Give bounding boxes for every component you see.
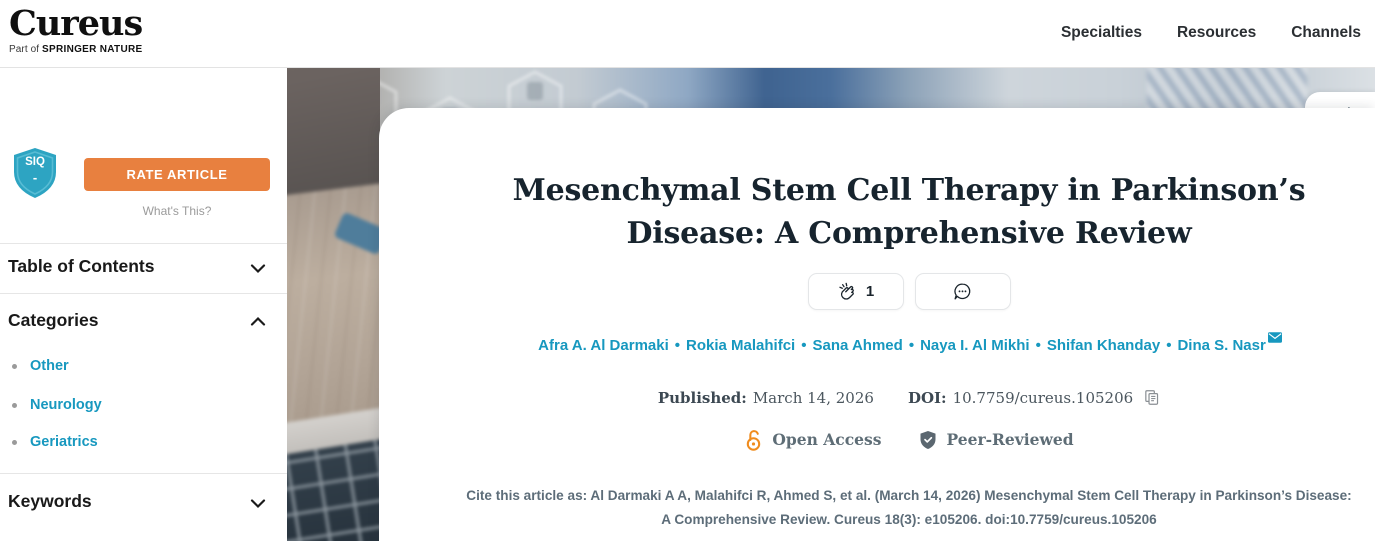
nav-item-specialties[interactable]: Specialties <box>1060 24 1142 41</box>
doi-group <box>908 389 1160 407</box>
sidebar <box>0 68 287 541</box>
open-access-badge <box>744 428 881 452</box>
doi-label: DOI: <box>907 388 947 407</box>
category-label: Geriatrics <box>30 434 98 450</box>
whats-this-link[interactable]: What's This? <box>142 204 212 218</box>
copy-doi-icon[interactable] <box>1143 389 1160 406</box>
main-nav <box>1061 24 1361 42</box>
siq-badge[interactable] <box>11 146 59 200</box>
nav-item-channels[interactable]: Channels <box>1291 24 1361 41</box>
categories-toggle[interactable] <box>8 310 273 336</box>
clap-icon <box>837 281 858 302</box>
corresponding-author-email-icon[interactable] <box>1268 330 1282 347</box>
published-label: Published: <box>657 388 747 407</box>
article-actions <box>463 273 1355 310</box>
author-separator: • <box>908 336 915 354</box>
clap-count: 1 <box>865 282 875 300</box>
peer-reviewed-shield-icon <box>919 430 937 450</box>
sidebar-divider <box>0 243 287 244</box>
logo-tagline-brand: SPRINGER NATURE <box>42 43 143 55</box>
authors-row <box>463 337 1355 354</box>
chevron-up-icon <box>249 313 267 331</box>
siq-badge-score: - <box>32 170 38 185</box>
author-separator: • <box>801 336 807 354</box>
categories-label: Categories <box>8 310 99 330</box>
sidebar-divider <box>0 473 287 474</box>
doi-value: 10.7759/cureus.105206 <box>952 388 1134 407</box>
keywords-toggle[interactable] <box>8 491 273 517</box>
peer-reviewed-badge <box>919 430 1073 450</box>
article-badges-row <box>463 428 1355 452</box>
keywords-label: Keywords <box>8 491 92 511</box>
category-link-other[interactable] <box>12 358 69 374</box>
author-link[interactable]: Shifan Khanday <box>1046 336 1161 354</box>
desk-photo-layers <box>287 68 380 541</box>
rate-article-button[interactable]: RATE ARTICLE <box>84 158 270 191</box>
published-group <box>658 389 874 407</box>
open-access-icon <box>744 428 763 452</box>
logo-tagline <box>9 44 142 55</box>
article-title: Mesenchymal Stem Cell Therapy in Parkinson’s Disease: A Comprehensive Review <box>512 173 1306 251</box>
author-link[interactable]: Afra A. Al Darmaki <box>538 336 669 354</box>
bullet-dot <box>12 440 17 445</box>
logo-wordmark: Cureus <box>9 3 143 44</box>
cureus-logo[interactable] <box>9 5 142 55</box>
author-link[interactable]: Rokia Malahifci <box>686 336 796 354</box>
table-of-contents-label: Table of Contents <box>8 256 155 276</box>
published-date: March 14, 2026 <box>752 388 874 407</box>
author-separator: • <box>1035 336 1041 354</box>
bullet-dot <box>12 364 17 369</box>
open-access-label: Open Access <box>772 430 882 450</box>
author-separator: • <box>674 336 681 354</box>
logo-tagline-prefix: Part of <box>9 43 43 55</box>
article-meta-row <box>463 389 1355 407</box>
comment-icon <box>952 281 973 302</box>
sidebar-divider <box>0 293 287 294</box>
site-header <box>0 0 1375 68</box>
siq-badge-label: SIQ <box>25 156 45 168</box>
category-label: Other <box>30 358 69 374</box>
article-card <box>379 108 1375 541</box>
desk-photo <box>287 68 380 541</box>
chevron-down-icon <box>249 259 267 277</box>
author-link[interactable]: Naya I. Al Mikhi <box>920 336 1030 354</box>
peer-reviewed-label: Peer-Reviewed <box>946 430 1074 450</box>
category-link-geriatrics[interactable] <box>12 434 98 450</box>
author-link[interactable]: Sana Ahmed <box>812 336 903 354</box>
citation-text: Cite this article as: Al Darmaki A A, Malahifci R, Ahmed S, et al. (March 14, 2026) Mesenchymal Stem Cell Therapy in Parkinson’s Disease: A Comprehensive Review. Cureus 18(3): e105206. doi:10.7759/cureus.105206 <box>466 487 1352 527</box>
chevron-down-icon <box>249 494 267 512</box>
clap-button[interactable] <box>808 273 904 310</box>
table-of-contents-toggle[interactable] <box>8 256 273 282</box>
nav-item-resources[interactable]: Resources <box>1176 24 1257 41</box>
bullet-dot <box>12 403 17 408</box>
comments-button[interactable] <box>915 273 1011 310</box>
author-link[interactable]: Dina S. Nasr <box>1177 336 1266 354</box>
category-label: Neurology <box>30 397 102 413</box>
author-separator: • <box>1166 336 1172 354</box>
category-link-neurology[interactable] <box>12 397 102 413</box>
